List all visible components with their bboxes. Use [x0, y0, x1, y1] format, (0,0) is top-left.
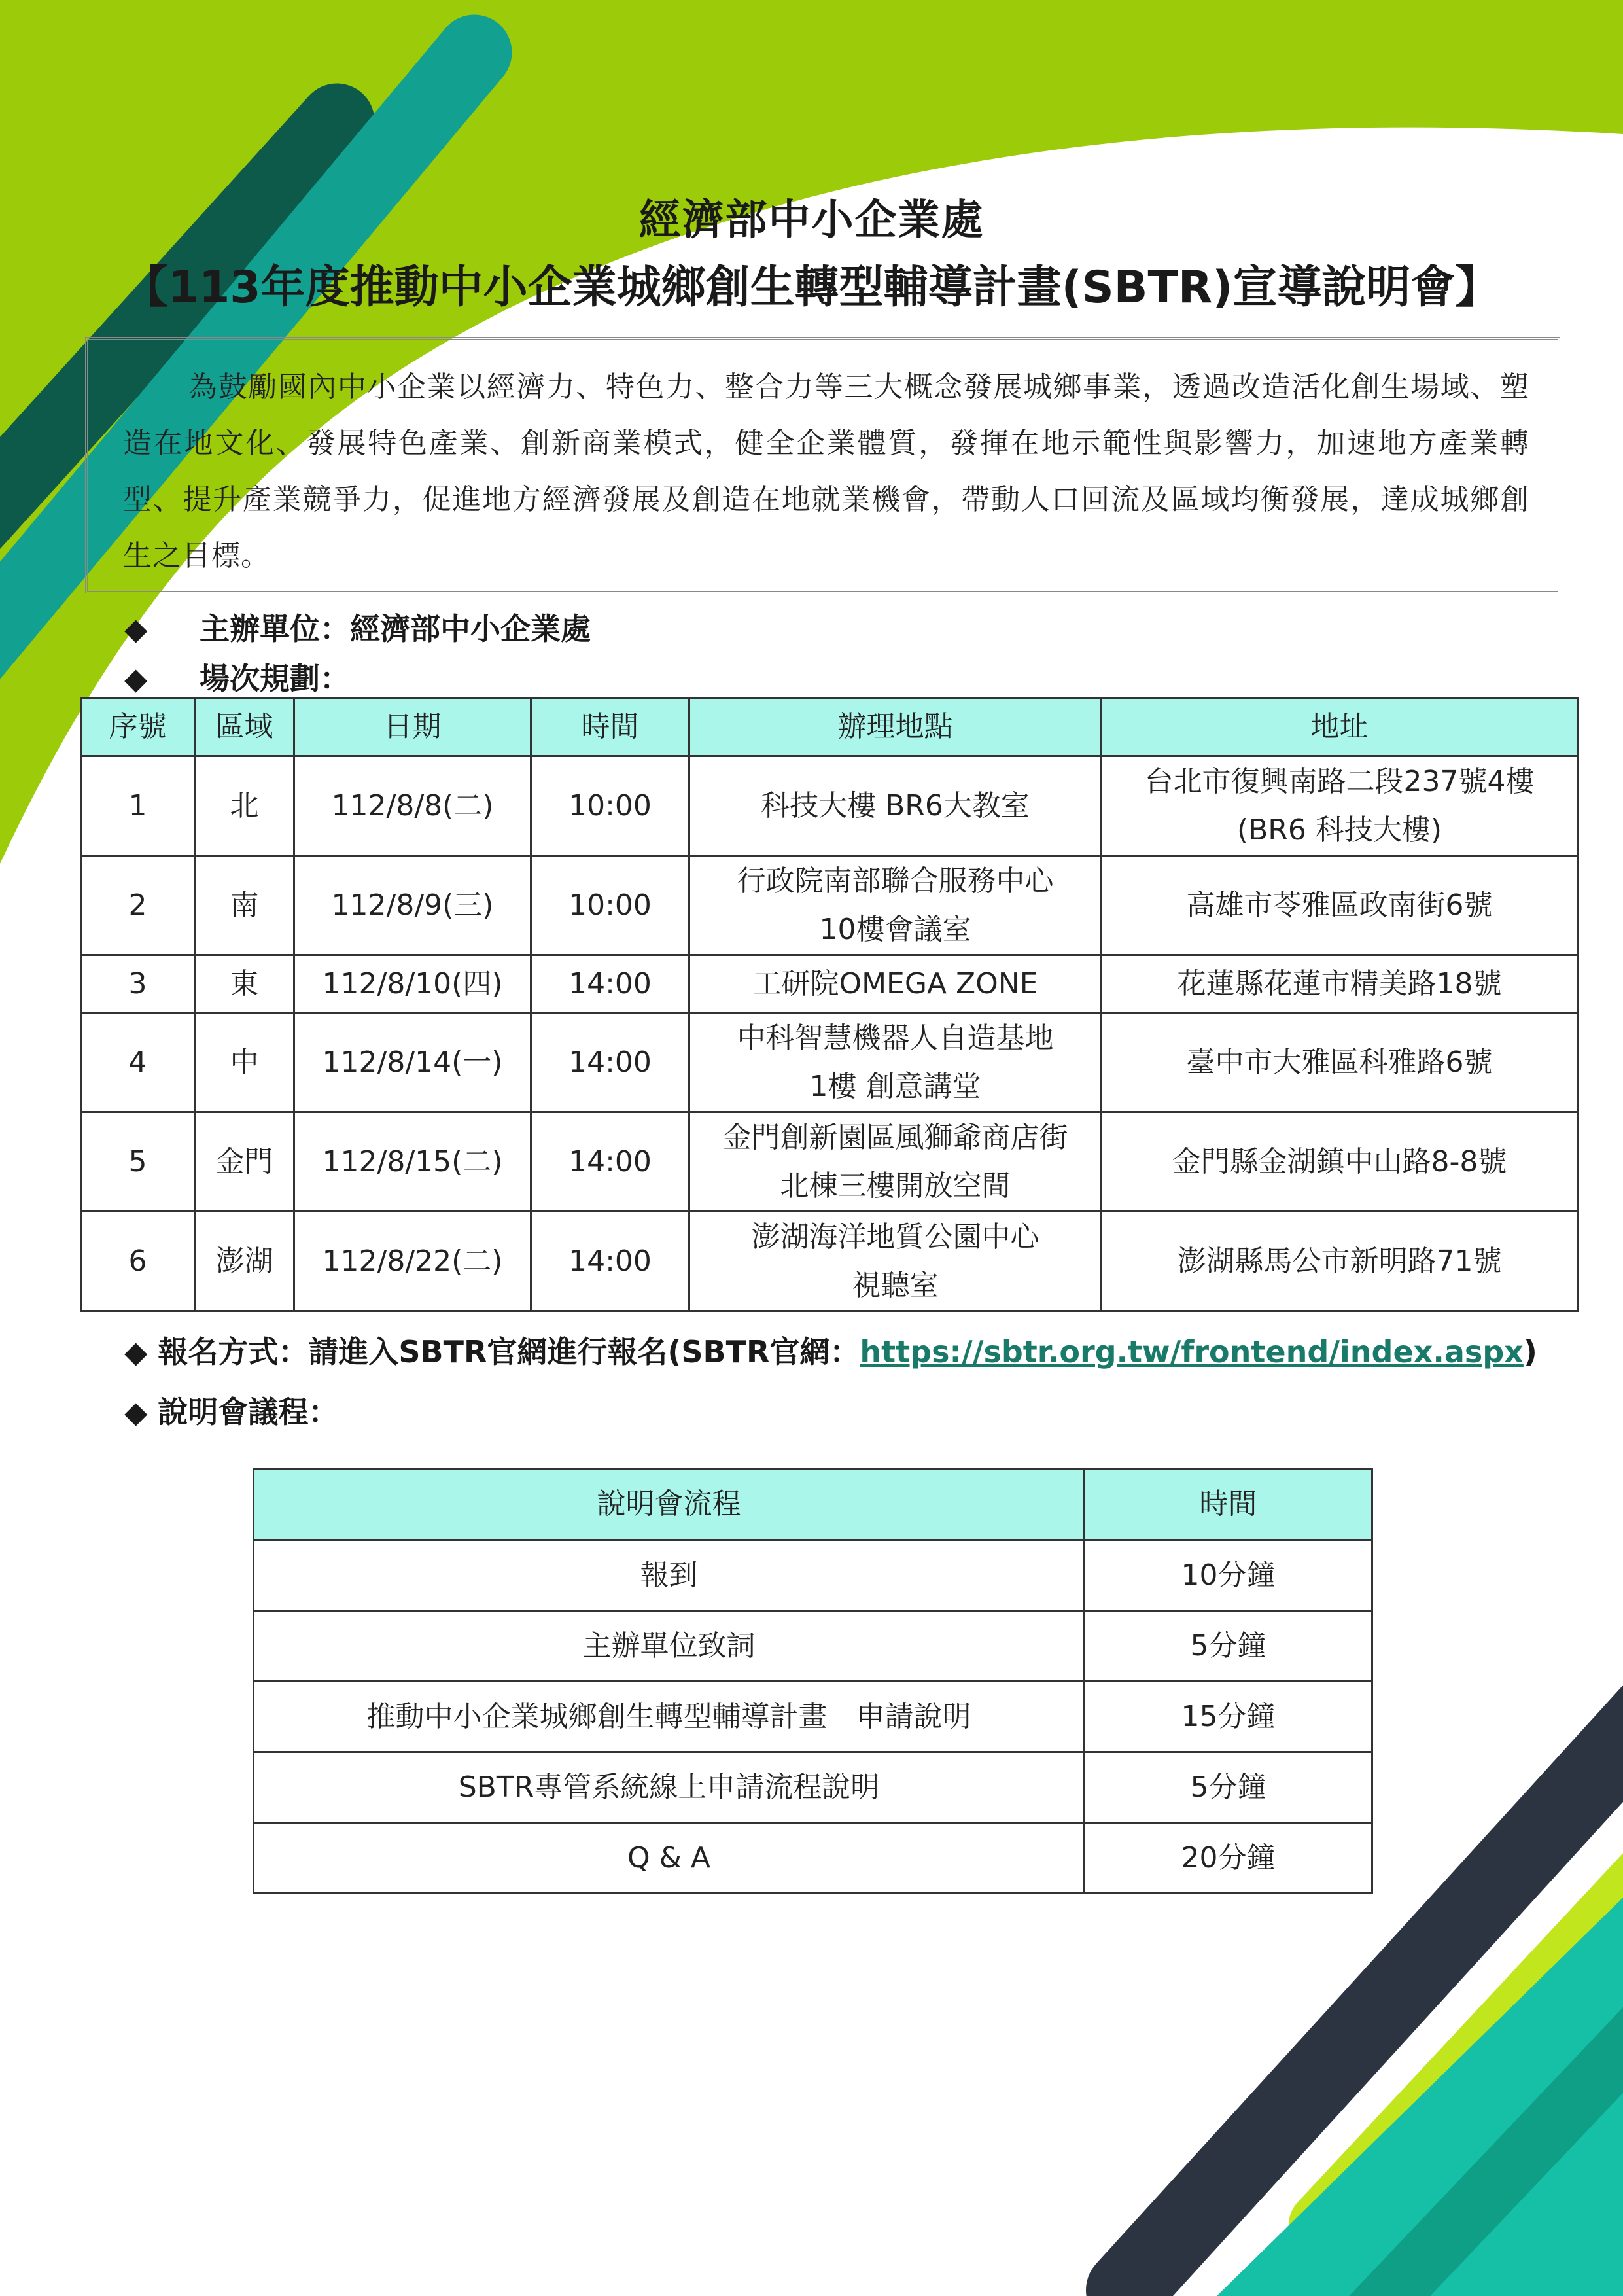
cell-date: 112/8/15(二) [294, 1112, 531, 1212]
agenda-item: 推動中小企業城鄉創生轉型輔導計畫 申請說明 [254, 1682, 1085, 1752]
cell-venue [689, 955, 1102, 1013]
address-line: (BR6 科技大樓) [1236, 813, 1442, 847]
diamond-bullet-icon: ◆ [124, 611, 148, 646]
address-line: 高雄市苓雅區政南街6號 [1186, 888, 1493, 922]
table-row [254, 1752, 1372, 1823]
cell-date: 112/8/9(三) [294, 856, 531, 955]
cell-time: 14:00 [531, 955, 689, 1013]
venue-line: 視聽室 [852, 1268, 939, 1302]
cell-region: 中 [195, 1013, 294, 1112]
table-row [81, 1212, 1578, 1311]
cell-no: 5 [81, 1112, 195, 1212]
diamond-bullet-icon: ◆ [124, 1334, 148, 1369]
cell-no: 2 [81, 856, 195, 955]
cell-date: 112/8/22(二) [294, 1212, 531, 1311]
table-row [81, 1112, 1578, 1212]
col-header-no: 序號 [81, 698, 195, 756]
agenda-header-row [254, 1469, 1372, 1540]
agenda-item: 報到 [254, 1540, 1085, 1611]
registration-close: ) [1523, 1334, 1537, 1369]
venue-line: 澎湖海洋地質公園中心 [751, 1220, 1039, 1254]
agenda-time: 10分鐘 [1085, 1540, 1372, 1611]
diamond-bullet-icon: ◆ [124, 1394, 148, 1430]
agenda-time: 20分鐘 [1085, 1823, 1372, 1894]
cell-time: 10:00 [531, 856, 689, 955]
venue-line: 北棟三樓開放空間 [780, 1169, 1011, 1203]
col-header-agenda-item: 說明會流程 [254, 1469, 1085, 1540]
cell-date: 112/8/10(四) [294, 955, 531, 1013]
table-row [254, 1611, 1372, 1682]
table-row [81, 756, 1578, 856]
agenda-time: 15分鐘 [1085, 1682, 1372, 1752]
cell-address [1102, 1112, 1578, 1212]
cell-time: 14:00 [531, 1212, 689, 1311]
cell-region: 金門 [195, 1112, 294, 1212]
cell-time: 14:00 [531, 1112, 689, 1212]
agenda-time: 5分鐘 [1085, 1611, 1372, 1682]
cell-address [1102, 756, 1578, 856]
col-header-agenda-time: 時間 [1085, 1469, 1372, 1540]
table-row [254, 1540, 1372, 1611]
organizer-line [124, 605, 591, 648]
col-header-time: 時間 [531, 698, 689, 756]
organizer-text: 主辦單位：經濟部中小企業處 [200, 611, 591, 646]
col-header-date: 日期 [294, 698, 531, 756]
cell-address [1102, 1212, 1578, 1311]
cell-no: 1 [81, 756, 195, 856]
schedule-heading-line [124, 655, 350, 698]
address-line: 澎湖縣馬公市新明路71號 [1177, 1244, 1502, 1278]
cell-no: 6 [81, 1212, 195, 1311]
venue-line: 金門創新園區風獅爺商店街 [722, 1120, 1068, 1154]
venue-line: 工研院OMEGA ZONE [752, 966, 1038, 1000]
venue-line: 行政院南部聯合服務中心 [737, 864, 1054, 898]
agenda-heading-line [124, 1388, 338, 1432]
table-row [254, 1823, 1372, 1894]
address-line: 花蓮縣花蓮市精美路18號 [1177, 966, 1502, 1000]
col-header-address: 地址 [1102, 698, 1578, 756]
agenda-table [253, 1468, 1373, 1894]
page-title: 經濟部中小企業處 [638, 196, 985, 245]
agenda-heading: 說明會議程： [158, 1394, 339, 1430]
address-line: 金門縣金湖鎮中山路8-8號 [1172, 1144, 1507, 1178]
address-line: 臺中市大雅區科雅路6號 [1186, 1045, 1493, 1079]
schedule-table [80, 697, 1579, 1312]
cell-venue [689, 1013, 1102, 1112]
address-line: 台北市復興南路二段237號4樓 [1144, 764, 1535, 798]
cell-venue [689, 1112, 1102, 1212]
intro-paragraph: 為鼓勵國內中小企業以經濟力、特色力、整合力等三大概念發展城鄉事業，透過改造活化創生場域、塑造在地文化、發展特色產業、創新商業模式，健全企業體質，發揮在地示範性與影響力，加速地方產業轉型、提升產業競爭力，促進地方經濟發展及創造在地就業機會，帶動人口回流及區域均衡發展，達成城鄉創生之目標。 [123, 370, 1529, 573]
registration-text: 報名方式：請進入SBTR官網進行報名(SBTR官網： [158, 1334, 860, 1369]
table-row [254, 1682, 1372, 1752]
cell-no: 4 [81, 1013, 195, 1112]
venue-line: 中科智慧機器人自造基地 [737, 1021, 1054, 1055]
agenda-time: 5分鐘 [1085, 1752, 1372, 1823]
cell-venue [689, 856, 1102, 955]
cell-time: 14:00 [531, 1013, 689, 1112]
agenda-item: 主辦單位致詞 [254, 1611, 1085, 1682]
agenda-item: Q & A [254, 1823, 1085, 1894]
cell-region: 南 [195, 856, 294, 955]
table-row [81, 856, 1578, 955]
table-row [81, 1013, 1578, 1112]
cell-venue [689, 1212, 1102, 1311]
cell-address [1102, 1013, 1578, 1112]
cell-time: 10:00 [531, 756, 689, 856]
venue-line: 科技大樓 BR6大教室 [761, 788, 1030, 822]
cell-date: 112/8/8(二) [294, 756, 531, 856]
table-row [81, 955, 1578, 1013]
cell-region: 東 [195, 955, 294, 1013]
cell-no: 3 [81, 955, 195, 1013]
venue-line: 10樓會議室 [819, 912, 971, 946]
cell-address [1102, 856, 1578, 955]
cell-date: 112/8/14(一) [294, 1013, 531, 1112]
intro-box [85, 337, 1560, 593]
venue-line: 1樓 創意講堂 [809, 1069, 981, 1103]
registration-line [124, 1328, 1537, 1371]
agenda-item: SBTR專管系統線上申請流程說明 [254, 1752, 1085, 1823]
cell-venue [689, 756, 1102, 856]
sbtr-website-link[interactable]: https://sbtr.org.tw/frontend/index.aspx [860, 1334, 1524, 1369]
col-header-venue: 辦理地點 [689, 698, 1102, 756]
schedule-header-row [81, 698, 1578, 756]
cell-address [1102, 955, 1578, 1013]
col-header-region: 區域 [195, 698, 294, 756]
cell-region: 北 [195, 756, 294, 856]
page-subtitle: 【113年度推動中小企業城鄉創生轉型輔導計畫(SBTR)宣導說明會】 [123, 262, 1500, 313]
diamond-bullet-icon: ◆ [124, 661, 148, 696]
schedule-heading: 場次規劃： [200, 661, 350, 696]
cell-region: 澎湖 [195, 1212, 294, 1311]
